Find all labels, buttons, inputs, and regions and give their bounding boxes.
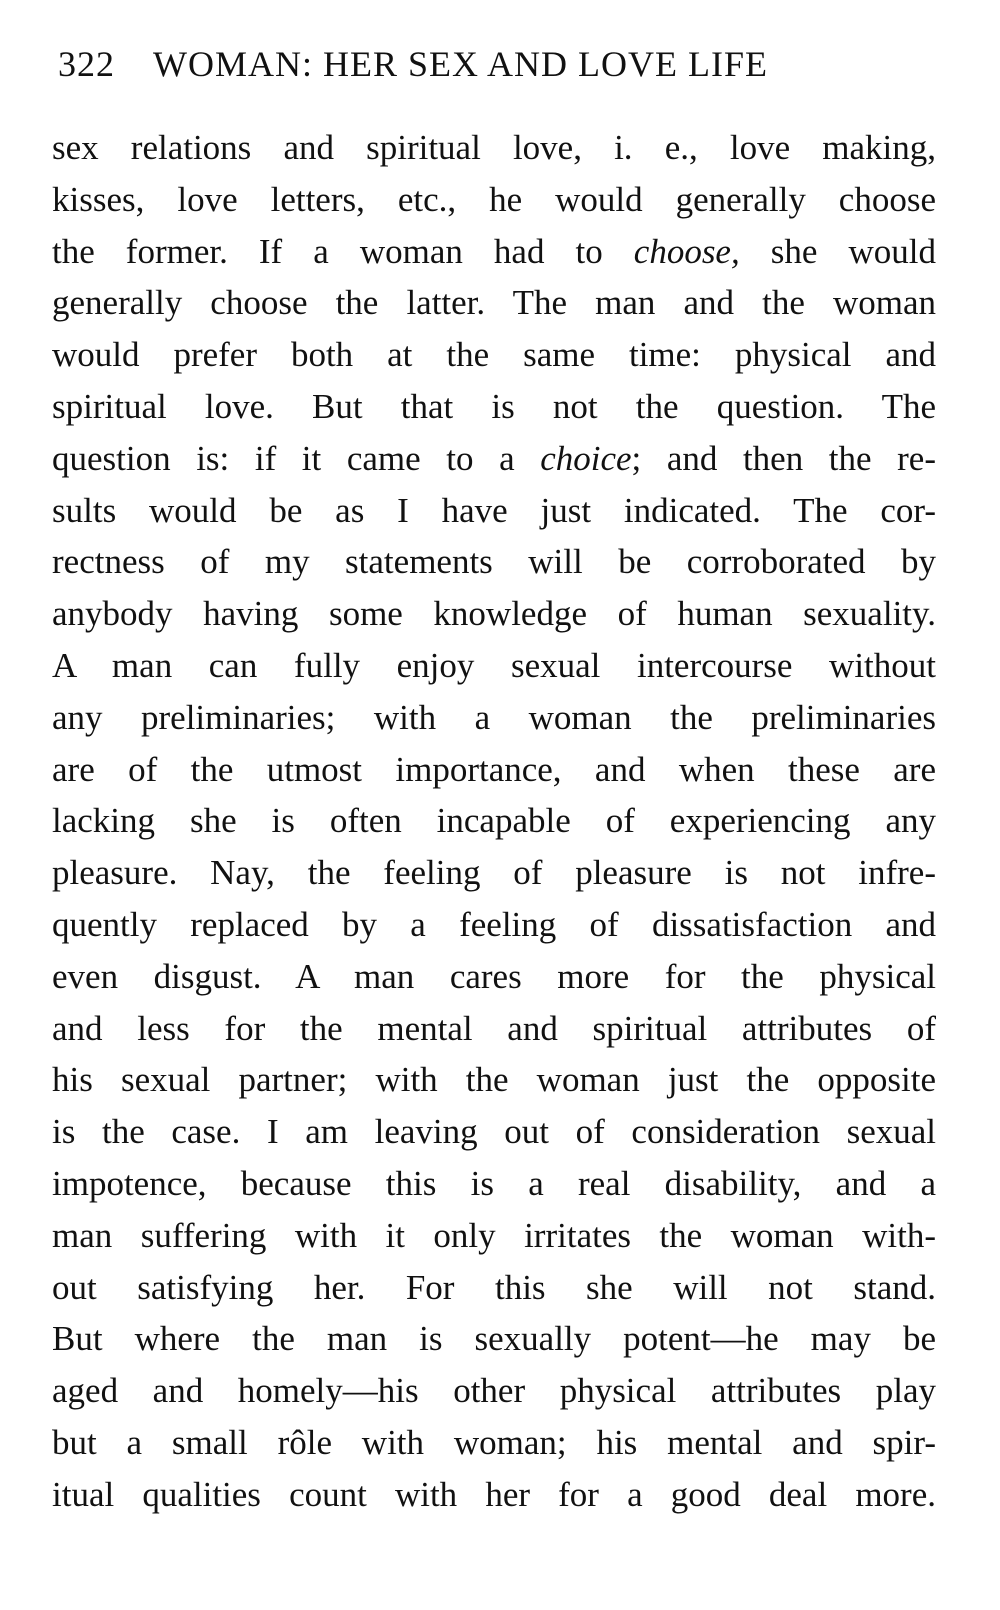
text-line: anybody having some knowledge of human sexuality. [52,594,936,634]
italic-text-run: choose, [633,231,740,271]
text-line: even disgust. A man cares more for the physical [52,956,936,996]
running-head [58,40,958,88]
text-line: generally choose the latter. The man and the woman [52,283,936,323]
page-number: 322 [58,44,115,84]
text-line: spiritual love. But that is not the question. The [52,386,936,426]
text-run: question is: if it came to a [52,438,541,478]
text-line: kisses, love letters, etc., he would generally choose [52,179,936,219]
text-run: ; and then the re- [631,438,936,478]
text-line: quently replaced by a feeling of dissatisfaction and [52,904,936,944]
text-line: would prefer both at the same time: physical and [52,335,936,375]
text-line: out satisfying her. For this she will not stand. [52,1267,936,1307]
text-line: impotence, because this is a real disability, and a [52,1163,936,1203]
text-line: lacking she is often incapable of experiencing any [52,801,936,841]
text-line: and less for the mental and spiritual attributes of [52,1008,936,1048]
text-run: the former. If a woman had to [52,231,634,271]
text-line: is the case. I am leaving out of consideration sexual [52,1112,936,1152]
text-line: pleasure. Nay, the feeling of pleasure is not infre- [52,853,936,893]
text-line: sults would be as I have just indicated. The cor- [52,490,936,530]
text-line: rectness of my statements will be corroborated by [52,542,936,582]
text-line: But where the man is sexually potent—he may be [52,1319,936,1359]
text-line: man suffering with it only irritates the woman with- [52,1215,936,1255]
text-line: are of the utmost importance, and when these are [52,749,936,789]
italic-text-run: choice [540,438,632,478]
text-line [52,226,936,278]
text-line: A man can fully enjoy sexual intercourse without [52,645,936,685]
text-line: any preliminaries; with a woman the preliminaries [52,697,936,737]
text-line: sex relations and spiritual love, i. e., love making, [52,128,936,167]
text-line: aged and homely—his other physical attributes play [52,1371,936,1411]
text-line: itual qualities count with her for a good deal more. [52,1474,936,1514]
text-line [52,433,936,485]
running-title: WOMAN: HER SEX AND LOVE LIFE [153,44,768,84]
text-run: she would [739,231,936,271]
text-line: but a small rôle with woman; his mental and spir- [52,1422,936,1462]
text-line: his sexual partner; with the woman just the opposite [52,1060,936,1100]
body-text [52,122,936,1521]
